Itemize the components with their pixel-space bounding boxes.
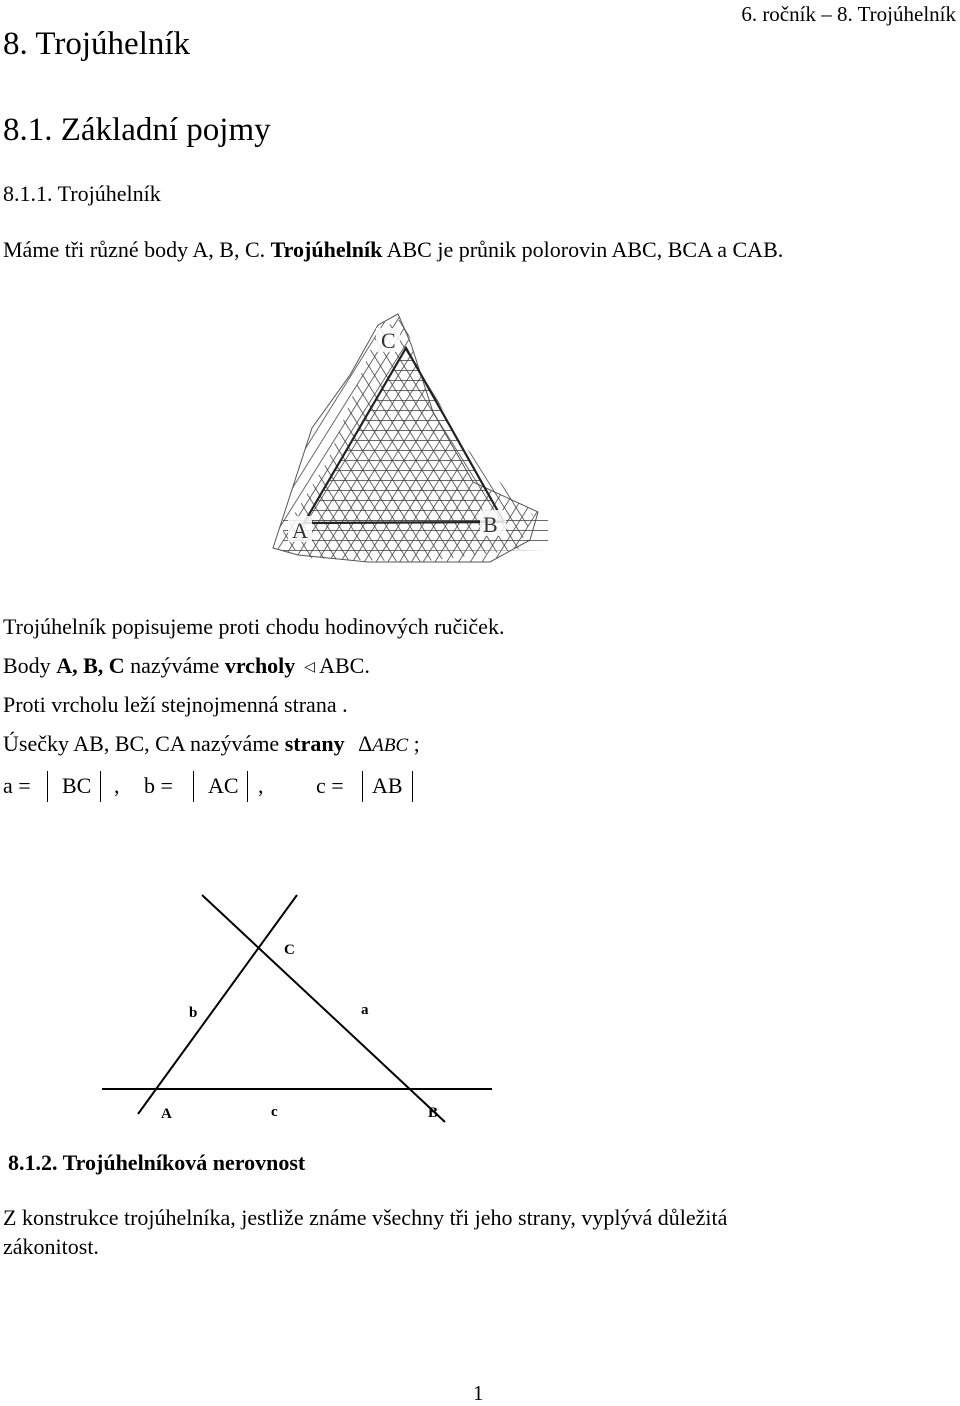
running-header: 6. ročník – 8. Trojúhelník [741, 2, 956, 26]
triangle-symbol-icon: ◁ [304, 660, 316, 675]
sides-term: strany [284, 731, 345, 756]
abs-bar [100, 771, 101, 802]
abs-bar [47, 771, 48, 802]
figure1-vertex-a: A [292, 518, 308, 543]
intro-paragraph [3, 237, 783, 263]
side-comma-1: , [114, 773, 120, 798]
vertices-term: vrcholy [224, 653, 296, 678]
page-number: 1 [473, 1381, 484, 1405]
half-planes-figure [268, 300, 558, 575]
triangle-lines-figure [100, 890, 500, 1130]
vertices-suffix: ABC. [319, 653, 370, 678]
line-b [138, 895, 297, 1114]
vertices-middle: nazýváme [124, 653, 225, 678]
figure1-vertex-c: C [381, 328, 396, 353]
vertices-points: A, B, C [56, 653, 125, 678]
section-title: 8.1. Základní pojmy [3, 112, 271, 148]
vertices-prefix: Body [3, 653, 57, 678]
intro-text-2: ABC je průnik polorovin ABC, BCA a CAB. [382, 237, 784, 262]
delta-symbol-icon: Δ [358, 731, 373, 756]
side-comma-2: , [258, 773, 264, 798]
subsection-title: 8.1.1. Trojúhelník [3, 181, 161, 206]
inequality-text-line-1: Z konstrukce trojúhelníka, jestliže známe všechny tři jeho strany, vyplývá důležitá [3, 1205, 728, 1230]
figure2-vertex-a: A [161, 1106, 172, 1122]
side-c-eq: c = [316, 773, 344, 798]
figure2-side-a: a [361, 1002, 369, 1018]
abs-bar [362, 771, 363, 802]
side-c-value: AB [372, 773, 403, 798]
chapter-title: 8. Trojúhelník [3, 26, 191, 62]
abs-bar [193, 771, 194, 802]
inequality-text-line-2: zákonitost. [3, 1234, 99, 1259]
sides-triangle-name: ABC [372, 735, 409, 756]
subsection-2-title: 8.1.2. Trojúhelníková nerovnost [8, 1150, 306, 1175]
line-a [202, 895, 445, 1122]
side-b-eq: b = [144, 773, 173, 798]
intro-text-1: Máme tři různé body A, B, C. [3, 237, 271, 262]
orientation-text: Trojúhelník popisujeme proti chodu hodinových ručiček. [3, 614, 505, 639]
side-b-value: AC [208, 773, 239, 798]
sides-suffix: ; [408, 731, 420, 756]
sides-prefix: Úsečky AB, BC, CA nazýváme [3, 731, 285, 756]
figure2-side-b: b [189, 1005, 198, 1021]
figure2-vertex-b: B [428, 1105, 439, 1121]
sides-text [3, 731, 420, 757]
abs-bar [247, 771, 248, 802]
figure2-side-c: c [271, 1104, 278, 1120]
figure1-vertex-b: B [483, 512, 498, 537]
abs-bar [412, 771, 413, 802]
opposite-side-text: Proti vrcholu leží stejnojmenná strana . [3, 692, 348, 717]
half-plane-abc [283, 520, 548, 552]
side-definitions [3, 773, 443, 803]
intro-bold-term: Trojúhelník [270, 237, 383, 262]
side-a-eq: a = [3, 773, 31, 798]
vertices-text [3, 653, 370, 679]
side-a-value: BC [62, 773, 92, 798]
figure2-vertex-c: C [284, 942, 295, 958]
